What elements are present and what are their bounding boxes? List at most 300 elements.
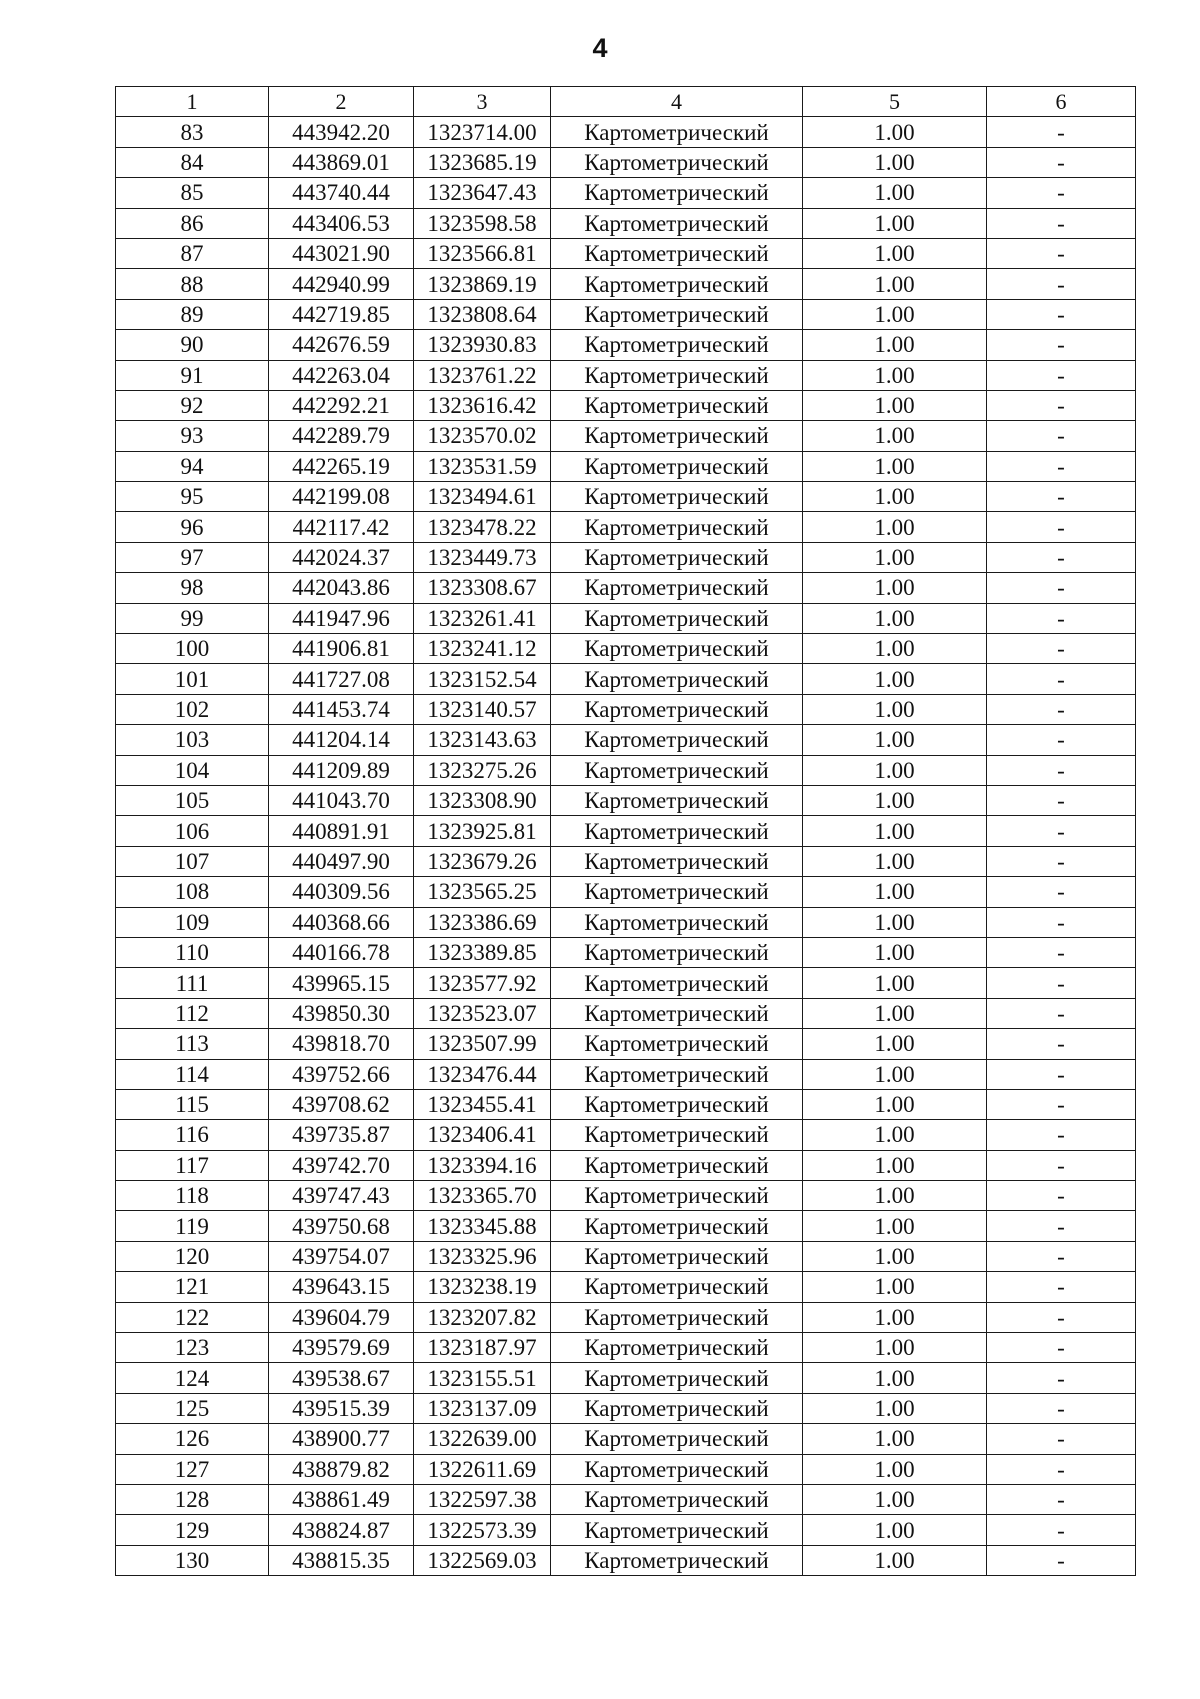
cell-accuracy: 1.00 [803, 1515, 987, 1545]
cell-method: Картометрический [551, 299, 803, 329]
cell-accuracy: 1.00 [803, 634, 987, 664]
cell-note: - [987, 542, 1136, 572]
table-row [116, 998, 1136, 1028]
table-row [116, 573, 1136, 603]
cell-y-coordinate: 1322597.38 [414, 1484, 551, 1514]
cell-accuracy: 1.00 [803, 1059, 987, 1089]
cell-point-number: 103 [116, 725, 269, 755]
cell-x-coordinate: 443942.20 [269, 117, 414, 147]
cell-y-coordinate: 1323449.73 [414, 542, 551, 572]
cell-x-coordinate: 443406.53 [269, 208, 414, 238]
table-row [116, 1424, 1136, 1454]
cell-method: Картометрический [551, 998, 803, 1028]
cell-accuracy: 1.00 [803, 451, 987, 481]
cell-method: Картометрический [551, 634, 803, 664]
table-row [116, 482, 1136, 512]
cell-accuracy: 1.00 [803, 1029, 987, 1059]
cell-x-coordinate: 440166.78 [269, 937, 414, 967]
cell-x-coordinate: 442292.21 [269, 390, 414, 420]
cell-method: Картометрический [551, 1059, 803, 1089]
cell-y-coordinate: 1323685.19 [414, 147, 551, 177]
cell-method: Картометрический [551, 755, 803, 785]
cell-point-number: 122 [116, 1302, 269, 1332]
cell-point-number: 125 [116, 1393, 269, 1423]
cell-method: Картометрический [551, 512, 803, 542]
cell-method: Картометрический [551, 451, 803, 481]
table-row [116, 512, 1136, 542]
cell-note: - [987, 117, 1136, 147]
cell-point-number: 114 [116, 1059, 269, 1089]
cell-y-coordinate: 1323345.88 [414, 1211, 551, 1241]
cell-note: - [987, 998, 1136, 1028]
cell-point-number: 127 [116, 1454, 269, 1484]
table-row [116, 1029, 1136, 1059]
cell-y-coordinate: 1323275.26 [414, 755, 551, 785]
cell-note: - [987, 512, 1136, 542]
cell-accuracy: 1.00 [803, 1272, 987, 1302]
cell-note: - [987, 1120, 1136, 1150]
cell-point-number: 99 [116, 603, 269, 633]
cell-note: - [987, 451, 1136, 481]
cell-accuracy: 1.00 [803, 269, 987, 299]
cell-method: Картометрический [551, 1484, 803, 1514]
cell-note: - [987, 330, 1136, 360]
cell-accuracy: 1.00 [803, 968, 987, 998]
cell-y-coordinate: 1323187.97 [414, 1333, 551, 1363]
cell-accuracy: 1.00 [803, 998, 987, 1028]
cell-x-coordinate: 438861.49 [269, 1484, 414, 1514]
cell-method: Картометрический [551, 482, 803, 512]
page-number: 4 [592, 33, 608, 63]
cell-method: Картометрический [551, 1424, 803, 1454]
cell-x-coordinate: 441204.14 [269, 725, 414, 755]
cell-point-number: 119 [116, 1211, 269, 1241]
table-row [116, 1333, 1136, 1363]
cell-x-coordinate: 441947.96 [269, 603, 414, 633]
cell-x-coordinate: 441453.74 [269, 694, 414, 724]
cell-note: - [987, 482, 1136, 512]
table-row [116, 634, 1136, 664]
cell-accuracy: 1.00 [803, 421, 987, 451]
cell-y-coordinate: 1323598.58 [414, 208, 551, 238]
table-row [116, 1241, 1136, 1271]
cell-accuracy: 1.00 [803, 937, 987, 967]
table-body [116, 87, 1136, 1576]
cell-x-coordinate: 443021.90 [269, 238, 414, 268]
cell-point-number: 124 [116, 1363, 269, 1393]
cell-y-coordinate: 1323531.59 [414, 451, 551, 481]
cell-note: - [987, 968, 1136, 998]
cell-y-coordinate: 1323308.90 [414, 785, 551, 815]
cell-y-coordinate: 1323155.51 [414, 1363, 551, 1393]
cell-method: Картометрический [551, 1302, 803, 1332]
cell-point-number: 84 [116, 147, 269, 177]
cell-y-coordinate: 1323566.81 [414, 238, 551, 268]
cell-y-coordinate: 1323394.16 [414, 1150, 551, 1180]
cell-note: - [987, 1515, 1136, 1545]
cell-method: Картометрический [551, 1089, 803, 1119]
cell-accuracy: 1.00 [803, 785, 987, 815]
cell-y-coordinate: 1323140.57 [414, 694, 551, 724]
cell-point-number: 121 [116, 1272, 269, 1302]
cell-point-number: 97 [116, 542, 269, 572]
cell-y-coordinate: 1323207.82 [414, 1302, 551, 1332]
cell-method: Картометрический [551, 1363, 803, 1393]
cell-point-number: 116 [116, 1120, 269, 1150]
cell-x-coordinate: 440497.90 [269, 846, 414, 876]
cell-x-coordinate: 439754.07 [269, 1241, 414, 1271]
cell-accuracy: 1.00 [803, 512, 987, 542]
cell-y-coordinate: 1323761.22 [414, 360, 551, 390]
cell-accuracy: 1.00 [803, 755, 987, 785]
cell-point-number: 105 [116, 785, 269, 815]
cell-note: - [987, 1029, 1136, 1059]
cell-note: - [987, 299, 1136, 329]
cell-point-number: 129 [116, 1515, 269, 1545]
cell-note: - [987, 269, 1136, 299]
cell-x-coordinate: 438815.35 [269, 1545, 414, 1575]
cell-note: - [987, 421, 1136, 451]
cell-method: Картометрический [551, 1333, 803, 1363]
table-row [116, 1393, 1136, 1423]
cell-note: - [987, 208, 1136, 238]
table-row [116, 421, 1136, 451]
cell-note: - [987, 755, 1136, 785]
table-row [116, 907, 1136, 937]
cell-method: Картометрический [551, 1211, 803, 1241]
cell-y-coordinate: 1323386.69 [414, 907, 551, 937]
cell-point-number: 120 [116, 1241, 269, 1271]
cell-accuracy: 1.00 [803, 846, 987, 876]
cell-y-coordinate: 1323389.85 [414, 937, 551, 967]
cell-note: - [987, 785, 1136, 815]
header-cell-col-5: 5 [803, 87, 987, 117]
cell-method: Картометрический [551, 1181, 803, 1211]
cell-y-coordinate: 1322639.00 [414, 1424, 551, 1454]
table-row [116, 269, 1136, 299]
cell-note: - [987, 877, 1136, 907]
cell-x-coordinate: 439742.70 [269, 1150, 414, 1180]
cell-accuracy: 1.00 [803, 238, 987, 268]
cell-y-coordinate: 1323241.12 [414, 634, 551, 664]
table-row [116, 1515, 1136, 1545]
cell-y-coordinate: 1323406.41 [414, 1120, 551, 1150]
cell-method: Картометрический [551, 877, 803, 907]
cell-x-coordinate: 441906.81 [269, 634, 414, 664]
cell-x-coordinate: 442117.42 [269, 512, 414, 542]
cell-accuracy: 1.00 [803, 1181, 987, 1211]
cell-y-coordinate: 1323143.63 [414, 725, 551, 755]
cell-y-coordinate: 1323455.41 [414, 1089, 551, 1119]
table-row [116, 147, 1136, 177]
cell-accuracy: 1.00 [803, 1393, 987, 1423]
table-row [116, 725, 1136, 755]
cell-accuracy: 1.00 [803, 907, 987, 937]
cell-method: Картометрический [551, 1454, 803, 1484]
cell-accuracy: 1.00 [803, 208, 987, 238]
cell-note: - [987, 178, 1136, 208]
table-row [116, 1181, 1136, 1211]
cell-note: - [987, 573, 1136, 603]
cell-method: Картометрический [551, 573, 803, 603]
table-row [116, 1363, 1136, 1393]
header-cell-col-2: 2 [269, 87, 414, 117]
cell-x-coordinate: 439750.68 [269, 1211, 414, 1241]
cell-accuracy: 1.00 [803, 1302, 987, 1332]
cell-y-coordinate: 1322569.03 [414, 1545, 551, 1575]
cell-point-number: 109 [116, 907, 269, 937]
table-row [116, 968, 1136, 998]
cell-point-number: 100 [116, 634, 269, 664]
cell-point-number: 93 [116, 421, 269, 451]
cell-x-coordinate: 442043.86 [269, 573, 414, 603]
cell-note: - [987, 360, 1136, 390]
cell-method: Картометрический [551, 785, 803, 815]
cell-x-coordinate: 442263.04 [269, 360, 414, 390]
cell-x-coordinate: 439579.69 [269, 1333, 414, 1363]
table-row [116, 360, 1136, 390]
cell-accuracy: 1.00 [803, 1120, 987, 1150]
cell-accuracy: 1.00 [803, 694, 987, 724]
cell-point-number: 102 [116, 694, 269, 724]
cell-accuracy: 1.00 [803, 1089, 987, 1119]
cell-x-coordinate: 442265.19 [269, 451, 414, 481]
cell-note: - [987, 1424, 1136, 1454]
cell-note: - [987, 1059, 1136, 1089]
cell-point-number: 94 [116, 451, 269, 481]
cell-method: Картометрический [551, 968, 803, 998]
cell-accuracy: 1.00 [803, 725, 987, 755]
cell-x-coordinate: 439515.39 [269, 1393, 414, 1423]
cell-y-coordinate: 1323930.83 [414, 330, 551, 360]
cell-accuracy: 1.00 [803, 178, 987, 208]
table-row [116, 785, 1136, 815]
cell-accuracy: 1.00 [803, 664, 987, 694]
cell-note: - [987, 1454, 1136, 1484]
cell-y-coordinate: 1323565.25 [414, 877, 551, 907]
cell-accuracy: 1.00 [803, 1241, 987, 1271]
cell-x-coordinate: 439604.79 [269, 1302, 414, 1332]
cell-point-number: 108 [116, 877, 269, 907]
cell-note: - [987, 1393, 1136, 1423]
cell-accuracy: 1.00 [803, 573, 987, 603]
cell-method: Картометрический [551, 1515, 803, 1545]
cell-method: Картометрический [551, 208, 803, 238]
table-row [116, 1059, 1136, 1089]
table-row [116, 1272, 1136, 1302]
cell-x-coordinate: 441043.70 [269, 785, 414, 815]
cell-y-coordinate: 1322611.69 [414, 1454, 551, 1484]
cell-point-number: 110 [116, 937, 269, 967]
cell-accuracy: 1.00 [803, 1363, 987, 1393]
cell-note: - [987, 1211, 1136, 1241]
table-row [116, 1120, 1136, 1150]
cell-x-coordinate: 440368.66 [269, 907, 414, 937]
table-row [116, 755, 1136, 785]
cell-x-coordinate: 443740.44 [269, 178, 414, 208]
cell-point-number: 104 [116, 755, 269, 785]
header-cell-col-1: 1 [116, 87, 269, 117]
cell-method: Картометрический [551, 1120, 803, 1150]
table-row [116, 1150, 1136, 1180]
cell-y-coordinate: 1323152.54 [414, 664, 551, 694]
table-row [116, 299, 1136, 329]
cell-point-number: 98 [116, 573, 269, 603]
cell-x-coordinate: 438900.77 [269, 1424, 414, 1454]
cell-method: Картометрический [551, 937, 803, 967]
cell-method: Картометрический [551, 390, 803, 420]
cell-note: - [987, 664, 1136, 694]
cell-method: Картометрический [551, 330, 803, 360]
cell-note: - [987, 603, 1136, 633]
cell-accuracy: 1.00 [803, 1424, 987, 1454]
cell-point-number: 115 [116, 1089, 269, 1119]
cell-note: - [987, 634, 1136, 664]
cell-note: - [987, 1363, 1136, 1393]
cell-note: - [987, 238, 1136, 268]
cell-y-coordinate: 1323238.19 [414, 1272, 551, 1302]
header-cell-col-4: 4 [551, 87, 803, 117]
cell-note: - [987, 1545, 1136, 1575]
cell-x-coordinate: 438824.87 [269, 1515, 414, 1545]
cell-method: Картометрический [551, 117, 803, 147]
cell-point-number: 88 [116, 269, 269, 299]
cell-point-number: 92 [116, 390, 269, 420]
cell-y-coordinate: 1323476.44 [414, 1059, 551, 1089]
cell-note: - [987, 1150, 1136, 1180]
cell-point-number: 89 [116, 299, 269, 329]
cell-x-coordinate: 439752.66 [269, 1059, 414, 1089]
table-row [116, 330, 1136, 360]
cell-point-number: 107 [116, 846, 269, 876]
cell-x-coordinate: 439708.62 [269, 1089, 414, 1119]
cell-accuracy: 1.00 [803, 1454, 987, 1484]
cell-y-coordinate: 1323308.67 [414, 573, 551, 603]
cell-accuracy: 1.00 [803, 360, 987, 390]
table-row [116, 178, 1136, 208]
cell-method: Картометрический [551, 603, 803, 633]
cell-y-coordinate: 1323137.09 [414, 1393, 551, 1423]
cell-y-coordinate: 1323925.81 [414, 816, 551, 846]
cell-y-coordinate: 1323570.02 [414, 421, 551, 451]
cell-point-number: 83 [116, 117, 269, 147]
cell-accuracy: 1.00 [803, 1150, 987, 1180]
cell-method: Картометрический [551, 907, 803, 937]
cell-accuracy: 1.00 [803, 877, 987, 907]
table-row [116, 846, 1136, 876]
cell-x-coordinate: 439735.87 [269, 1120, 414, 1150]
cell-method: Картометрический [551, 1545, 803, 1575]
header-cell-col-3: 3 [414, 87, 551, 117]
cell-accuracy: 1.00 [803, 816, 987, 846]
cell-note: - [987, 147, 1136, 177]
cell-x-coordinate: 442199.08 [269, 482, 414, 512]
cell-x-coordinate: 439747.43 [269, 1181, 414, 1211]
cell-x-coordinate: 439850.30 [269, 998, 414, 1028]
table-row [116, 390, 1136, 420]
cell-method: Картометрический [551, 1272, 803, 1302]
cell-point-number: 91 [116, 360, 269, 390]
cell-accuracy: 1.00 [803, 330, 987, 360]
cell-point-number: 95 [116, 482, 269, 512]
cell-x-coordinate: 439538.67 [269, 1363, 414, 1393]
table-row [116, 937, 1136, 967]
table-row [116, 816, 1136, 846]
cell-x-coordinate: 443869.01 [269, 147, 414, 177]
cell-y-coordinate: 1323647.43 [414, 178, 551, 208]
cell-x-coordinate: 442676.59 [269, 330, 414, 360]
cell-y-coordinate: 1323325.96 [414, 1241, 551, 1271]
cell-accuracy: 1.00 [803, 482, 987, 512]
cell-method: Картометрический [551, 360, 803, 390]
cell-point-number: 111 [116, 968, 269, 998]
cell-method: Картометрический [551, 694, 803, 724]
cell-note: - [987, 390, 1136, 420]
cell-note: - [987, 1241, 1136, 1271]
cell-accuracy: 1.00 [803, 1333, 987, 1363]
cell-x-coordinate: 442289.79 [269, 421, 414, 451]
cell-method: Картометрический [551, 238, 803, 268]
table-row [116, 1545, 1136, 1575]
cell-note: - [987, 1333, 1136, 1363]
cell-note: - [987, 694, 1136, 724]
table-row [116, 117, 1136, 147]
cell-point-number: 117 [116, 1150, 269, 1180]
cell-method: Картометрический [551, 846, 803, 876]
cell-accuracy: 1.00 [803, 1211, 987, 1241]
cell-y-coordinate: 1323365.70 [414, 1181, 551, 1211]
cell-note: - [987, 846, 1136, 876]
cell-x-coordinate: 442719.85 [269, 299, 414, 329]
cell-method: Картометрический [551, 178, 803, 208]
table-row [116, 694, 1136, 724]
cell-method: Картометрический [551, 542, 803, 572]
cell-method: Картометрический [551, 1029, 803, 1059]
table-row [116, 603, 1136, 633]
cell-x-coordinate: 439818.70 [269, 1029, 414, 1059]
cell-point-number: 96 [116, 512, 269, 542]
cell-point-number: 123 [116, 1333, 269, 1363]
cell-point-number: 106 [116, 816, 269, 846]
cell-note: - [987, 1089, 1136, 1119]
cell-accuracy: 1.00 [803, 390, 987, 420]
cell-y-coordinate: 1323679.26 [414, 846, 551, 876]
cell-accuracy: 1.00 [803, 147, 987, 177]
table-row [116, 238, 1136, 268]
cell-accuracy: 1.00 [803, 1545, 987, 1575]
cell-method: Картометрический [551, 816, 803, 846]
cell-note: - [987, 1302, 1136, 1332]
cell-accuracy: 1.00 [803, 299, 987, 329]
table-row [116, 1454, 1136, 1484]
cell-point-number: 86 [116, 208, 269, 238]
cell-y-coordinate: 1323494.61 [414, 482, 551, 512]
cell-y-coordinate: 1322573.39 [414, 1515, 551, 1545]
cell-y-coordinate: 1323714.00 [414, 117, 551, 147]
cell-x-coordinate: 439965.15 [269, 968, 414, 998]
cell-y-coordinate: 1323523.07 [414, 998, 551, 1028]
table-header-row [116, 87, 1136, 117]
cell-y-coordinate: 1323616.42 [414, 390, 551, 420]
cell-point-number: 101 [116, 664, 269, 694]
table-row [116, 877, 1136, 907]
cell-y-coordinate: 1323507.99 [414, 1029, 551, 1059]
cell-note: - [987, 816, 1136, 846]
cell-point-number: 112 [116, 998, 269, 1028]
cell-note: - [987, 1272, 1136, 1302]
cell-method: Картометрический [551, 147, 803, 177]
table-row [116, 208, 1136, 238]
